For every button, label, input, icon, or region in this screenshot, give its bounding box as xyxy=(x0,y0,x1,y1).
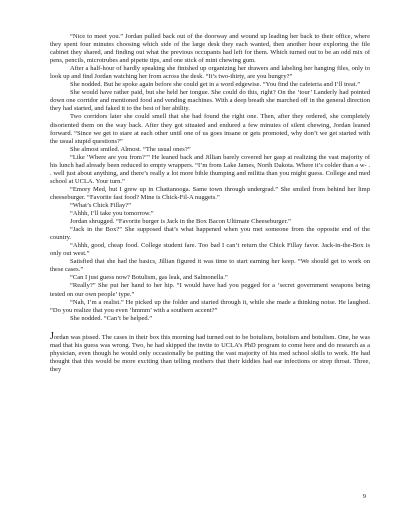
paragraph: “Ahhh, I’ll take you tomorrow.” xyxy=(70,210,154,218)
paragraph: “Emory Med, but I grew up in Chattanooga. Same town through undergrad.” She smiled from behind her limp cheeseburger. “Favorite fast food? Mine is Chick-Fil-A nuggets.” xyxy=(50,185,370,201)
paragraph: Two corridors later she could smell that she had found the right one. Then, after they ordered, she completely disoriented them on the way back. After they got situated and endured a few minutes of silent chewing, Jordan leaned forward. “Since we get to stare at each other until one of us goes insane or gets promoted, why don’t we get started with the usual stupid questions?” xyxy=(50,113,370,145)
paragraph: “Jack in the Box?” She supposed that’s what happened when you met someone from the opposite end of the country. xyxy=(50,226,370,242)
paragraph: “Nah, I’m a realist.” He picked up the folder and started through it, while she made a thinking noise. He laughed. “Do you realize that you even ‘hmmm’ with a southern accent?” xyxy=(50,298,370,314)
paragraph: She nodded. But he spoke again before she could get in a word edgewise. “You find the cafeteria and I’ll treat.” xyxy=(70,81,361,89)
drop-cap: J xyxy=(50,330,54,342)
paragraph: She would have rather paid, but she held her tongue. She could do this, right? On the ‘tour’ Landerly had pointed down one corridor and mentioned food and vending machines. With a deep breath she marched off in the general direction they had started, and faked it to the best of her ability. xyxy=(50,89,370,113)
paragraph-text: ordan was pissed. The cases in their box this morning had turned out to be botulism, botulism and botulism. One, he was mad that his guess was wrong. Two, he had skipped the invite to UCLA’s PhD program to come here and do research as a physician, even though he would only occasionally be putting the vast majority of his med school skills to work. He had thought that this would be more exciting than telling mothers that their kiddies had ear infections or strep throat. Three, they xyxy=(50,333,370,373)
paragraph: “Ahhh, good, cheap food. College student fare. Too bad I can’t return the Chick Fillay favor. Jack-in-the-Box is only out west.” xyxy=(50,242,370,258)
paragraph: She almost smiled. Almost. “The usual ones?” xyxy=(70,145,191,153)
paragraph: “Like ‘Where are you from?’” He leaned back and Jillian barely covered her gasp at realizing the vast majority of his lunch had already been reduced to empty wrappers. “I’m from Lake James, North Dakota. Where it’s colder than a w- . . well just about anything, and there’s really a lot more bible thumping and militia than you might guess. College and med school at UCLA. Your turn.” xyxy=(50,153,370,185)
paragraph: Satisfied that she had the basics, Jillian figured it was time to start earning her keep. “We should get to work on these cases.” xyxy=(50,258,370,274)
section-opening-paragraph xyxy=(50,332,370,374)
body-text xyxy=(50,33,370,374)
paragraph: “Really?” She put her hand to her hip. “I would have had you pegged for a ‘secret government weapons being tested on our own people’ type.” xyxy=(50,282,370,298)
paragraph: After a half-hour of hardly speaking she finished up organizing her drawers and labeling her hanging files, only to look up and find Jordan watching her from across the desk. “It’s two-thirty, are you hungry?” xyxy=(50,65,370,81)
paragraph: “What’s Chick Fillay?” xyxy=(70,201,132,209)
paragraph: “Can I just guess now? Botulism, gas leak, and Salmonella.” xyxy=(70,274,228,282)
paragraph: “Nice to meet you.” Jordan pulled back out of the doorway and wound up leading her back to their office, where they spent four minutes choosing which side of the large desk they each wanted, then another hour exploring the file cabinet they shared, and finding out what the previous occupants had left for them. Which turned out to be an odd mix of pens, pencils, microtrubes and pipette tips, and one stick of mint chewing gum. xyxy=(50,33,370,65)
page-number: 9 xyxy=(362,493,366,500)
paragraph: She nodded. “Can’t be helped.” xyxy=(70,314,153,322)
paragraph: Jordan shrugged. “Favorite burger is Jack in the Box Bacon Ultimate Cheeseburger.” xyxy=(70,218,291,226)
